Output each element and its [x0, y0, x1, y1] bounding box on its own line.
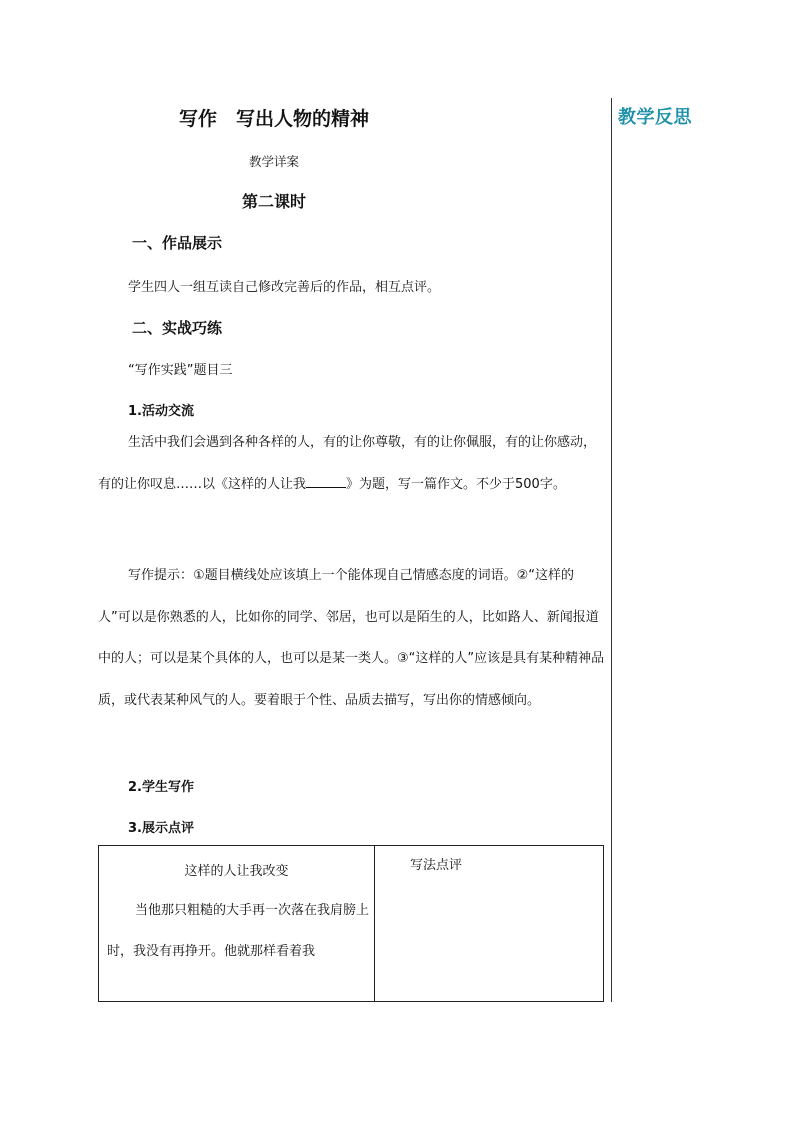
- section-1-text: 学生四人一组互读自己修改完善后的作品，相互点评。: [128, 280, 441, 295]
- comment-label: 写法点评: [410, 858, 463, 873]
- page-subtitle: 教学详案: [248, 154, 299, 169]
- section-heading-2: 二、实战巧练: [132, 319, 223, 337]
- lesson-title: 第二课时: [241, 192, 306, 211]
- title-blank: [306, 475, 346, 488]
- showcase-label: 3.展示点评: [128, 821, 194, 836]
- teaching-reflection-title: 教学反思: [618, 107, 692, 128]
- column-divider: [611, 98, 612, 1002]
- essay-title: 这样的人让我改变: [184, 864, 289, 879]
- student-writing-label: 2.学生写作: [128, 780, 194, 795]
- section-heading-1: 一、作品展示: [132, 234, 223, 252]
- writing-tips: 写作提示：①题目横线处应该填上一个能体现自己情感态度的词语。②“这样的人”可以是你熟悉的人，比如你的同学、邻居，也可以是陌生的人，比如路人、新闻报道中的人；可以是某个具体的人，也可以是某一类人。③“这样的人”应该是具有某种精神品质，或代表某种风气的人。要着眼于个性、品质去描写，写出你的情感倾向。: [98, 568, 605, 708]
- writing-prompt: [98, 422, 606, 505]
- essay-table: [98, 845, 604, 1002]
- topic-label: “写作实践”题目三: [128, 363, 233, 378]
- writing-prompt-part2: 》为题，写一篇作文。不少于500字。: [346, 476, 566, 492]
- essay-column: [99, 846, 375, 1001]
- activity-label: 1.活动交流: [128, 404, 194, 419]
- page-title: 写作 写出人物的精神: [178, 108, 369, 130]
- writing-prompt-part1: 生活中我们会遇到各种各样的人，有的让你尊敬，有的让你佩服，有的让你感动，有的让你叹息……以《这样的人让我: [98, 435, 597, 492]
- essay-text: 当他那只粗糙的大手再一次落在我肩膀上时，我没有再挣开。他就那样看着我: [107, 903, 370, 959]
